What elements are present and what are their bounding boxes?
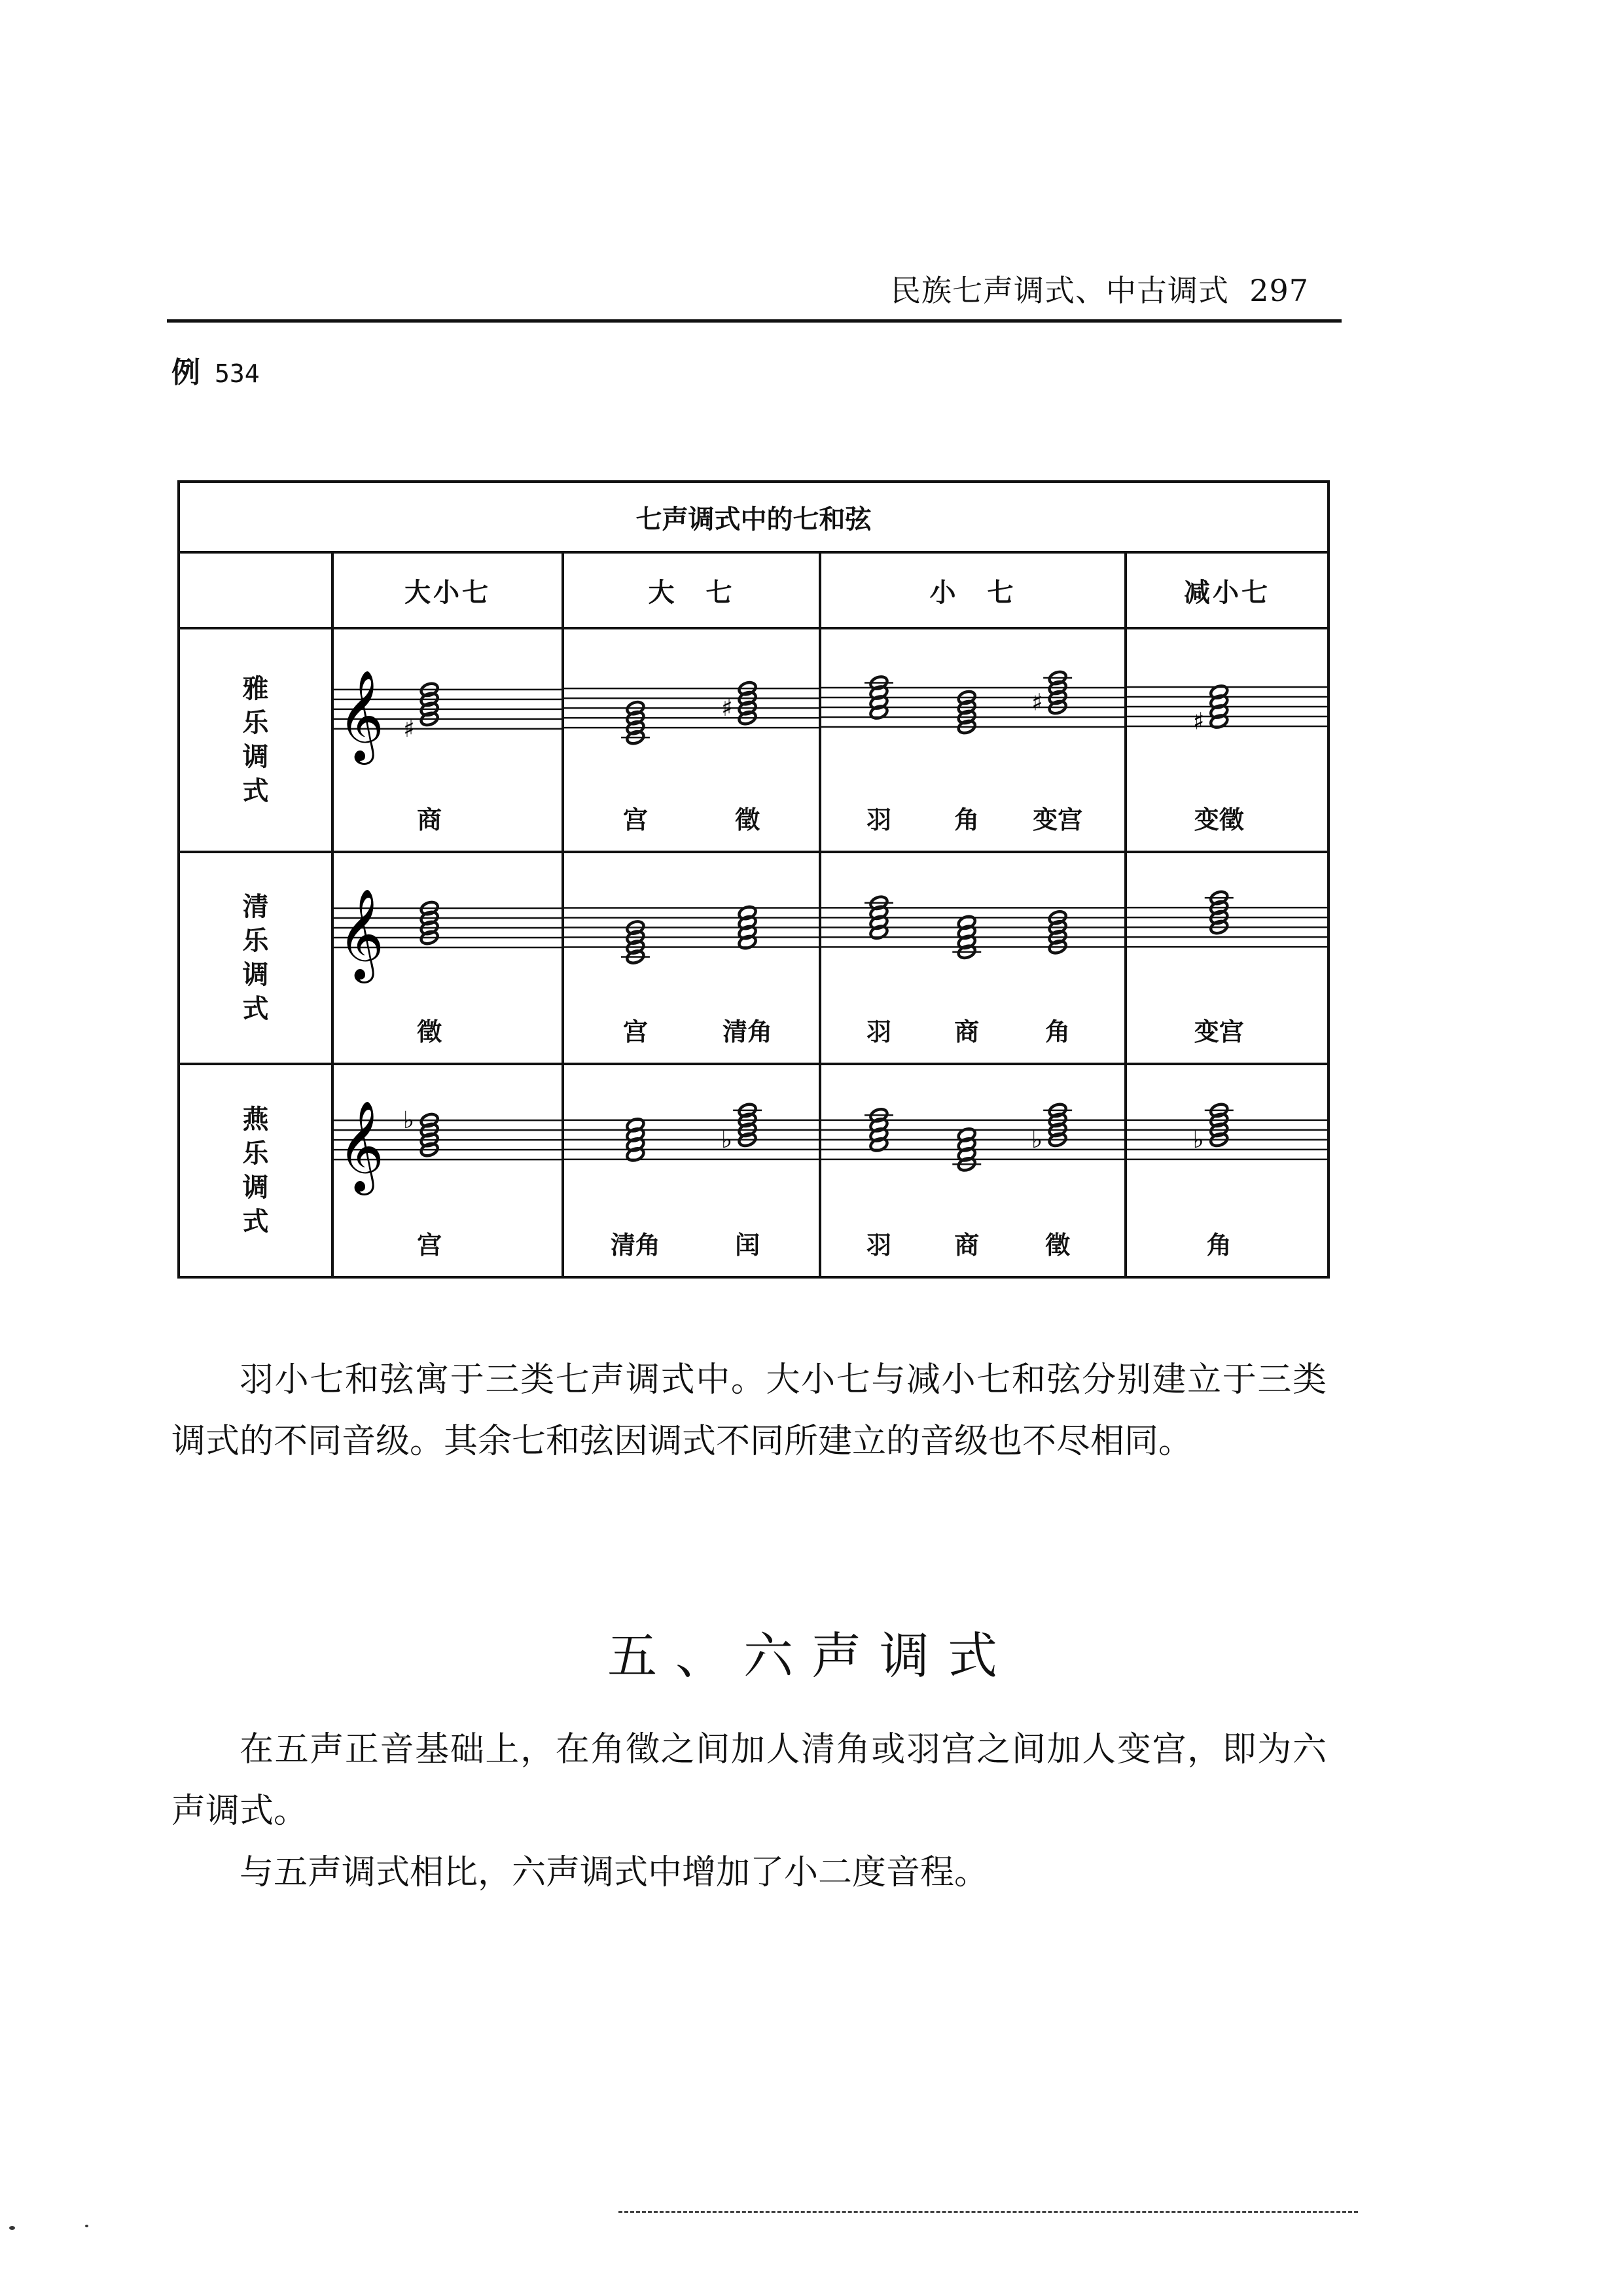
staff-cell <box>564 629 819 851</box>
paragraph-3: 与五声调式相比，六声调式中增加了小二度音程。 <box>240 1853 989 1892</box>
corner-cell <box>179 552 332 628</box>
section-title: 五、六声调式 <box>607 1627 1016 1685</box>
degree-label: 变徵 <box>1194 805 1244 835</box>
chord-notes <box>403 682 439 743</box>
footer-rule <box>618 2211 1358 2213</box>
chord-notes <box>721 1102 762 1153</box>
staff-cell <box>334 1065 562 1276</box>
degree-label: 宫 <box>622 805 648 835</box>
flat-icon: ♭ <box>1192 1126 1204 1154</box>
treble-clef-icon: 𝄞 <box>338 670 384 762</box>
scan-speck <box>85 2225 88 2227</box>
degree-label: 宫 <box>417 1230 442 1260</box>
chord-cell <box>332 1064 563 1277</box>
chord-notes <box>1205 890 1234 936</box>
staff-cell <box>564 1065 819 1276</box>
chord-notes <box>621 920 650 966</box>
degree-label: 徵 <box>417 1016 442 1046</box>
chord-cell <box>820 628 1126 852</box>
degree-label: 羽 <box>866 1016 891 1046</box>
chord-notes <box>1031 670 1072 716</box>
staff-cell <box>334 629 562 851</box>
mode-name: 雅乐调式 <box>242 673 269 807</box>
paragraph-2: 在五声正音基础上，在角徵之间加人清角或羽宫之间加人变宫，即为六声调式。 <box>171 1730 1327 1831</box>
sharp-icon: ♯ <box>403 716 415 743</box>
degree-label: 徵 <box>1045 1230 1071 1260</box>
sharp-icon: ♯ <box>1031 689 1043 716</box>
degree-labels <box>821 800 1124 835</box>
chord-cell <box>820 852 1126 1063</box>
degree-label: 商 <box>954 1230 980 1260</box>
staff-cell <box>821 1065 1124 1276</box>
degree-labels <box>1127 1225 1327 1258</box>
column-header: 大小七 <box>332 552 563 628</box>
chord-notes <box>1193 684 1229 735</box>
degree-labels <box>1127 800 1327 835</box>
treble-clef-icon: 𝄞 <box>338 1100 384 1192</box>
chord-cell <box>1126 1064 1329 1277</box>
chord-notes <box>419 900 439 946</box>
chord-cell <box>563 1064 820 1277</box>
degree-labels <box>821 1012 1124 1044</box>
chord-notes <box>957 690 976 735</box>
degree-labels <box>334 800 562 835</box>
chord-notes <box>626 1117 645 1163</box>
table-row <box>179 628 1329 852</box>
page-number: 297 <box>1249 273 1309 308</box>
degree-label: 变宫 <box>1033 805 1083 835</box>
degree-label: 角 <box>1045 1016 1071 1046</box>
paragraph-1: 羽小七和弦寓于三类七声调式中。大小七与减小七和弦分别建立于三类调式的不同音级。其余七和弦因调式不同所建立的音级也不尽相同。 <box>171 1360 1327 1461</box>
row-header <box>179 1064 332 1277</box>
chord-cell <box>332 852 563 1063</box>
degree-label: 羽 <box>866 805 891 835</box>
treble-clef-icon: 𝄞 <box>338 889 384 980</box>
row-header <box>179 628 332 852</box>
scan-speck <box>9 2226 15 2230</box>
degree-labels <box>334 1012 562 1044</box>
degree-label: 羽 <box>866 1230 891 1260</box>
column-header: 大 七 <box>563 552 820 628</box>
degree-labels <box>821 1225 1124 1258</box>
chord-cell <box>332 628 563 852</box>
degree-label: 变宫 <box>1194 1016 1244 1046</box>
degree-labels <box>564 1225 819 1258</box>
flat-icon: ♭ <box>721 1126 733 1154</box>
sharp-icon: ♯ <box>1192 708 1205 735</box>
column-header: 减小七 <box>1126 552 1329 628</box>
flat-icon: ♭ <box>1031 1126 1043 1154</box>
degree-labels <box>564 800 819 835</box>
chord-notes <box>1193 1102 1234 1153</box>
staff-cell <box>334 853 562 1062</box>
chord-cell <box>820 1064 1126 1277</box>
chord-notes <box>721 680 757 726</box>
chord-notes <box>621 700 650 746</box>
degree-label: 商 <box>417 805 442 835</box>
degree-labels <box>1127 1012 1327 1044</box>
staff-cell <box>1127 629 1327 851</box>
staff-cell <box>821 629 1124 851</box>
table-title: 七声调式中的七和弦 <box>179 482 1329 552</box>
degree-label: 清角 <box>610 1230 660 1260</box>
degree-label: 徵 <box>735 805 760 835</box>
chord-notes <box>738 905 757 951</box>
example-prefix: 例 <box>171 356 200 389</box>
staff-cell <box>1127 853 1327 1062</box>
staff-cell <box>821 853 1124 1062</box>
column-header: 小 七 <box>820 552 1126 628</box>
header-rule <box>167 319 1342 323</box>
chord-cell <box>1126 628 1329 852</box>
table-row <box>179 1064 1329 1277</box>
mode-name: 燕乐调式 <box>242 1103 269 1237</box>
degree-label: 宫 <box>622 1016 648 1046</box>
degree-labels <box>334 1225 562 1258</box>
chord-table <box>177 480 1330 1279</box>
table-row <box>179 852 1329 1063</box>
degree-label: 清角 <box>722 1016 773 1046</box>
chord-cell <box>1126 852 1329 1063</box>
chord-cell <box>563 628 820 852</box>
degree-label: 商 <box>954 1016 980 1046</box>
degree-label: 闰 <box>735 1230 760 1260</box>
row-header <box>179 852 332 1063</box>
chord-notes <box>1031 1102 1072 1153</box>
degree-label: 角 <box>1206 1230 1232 1260</box>
running-head <box>838 267 1309 310</box>
mode-name: 清乐调式 <box>242 891 269 1025</box>
example-label <box>171 349 260 391</box>
staff-cell <box>564 853 819 1062</box>
degree-labels <box>564 1012 819 1044</box>
staff-cell <box>1127 1065 1327 1276</box>
chord-cell <box>563 852 820 1063</box>
sharp-icon: ♯ <box>721 695 733 722</box>
flat-icon: ♭ <box>403 1106 415 1134</box>
running-title: 民族七声调式、中古调式 <box>890 273 1229 308</box>
chord-notes <box>1048 910 1067 955</box>
degree-label: 角 <box>954 805 980 835</box>
example-number: 534 <box>215 359 260 388</box>
